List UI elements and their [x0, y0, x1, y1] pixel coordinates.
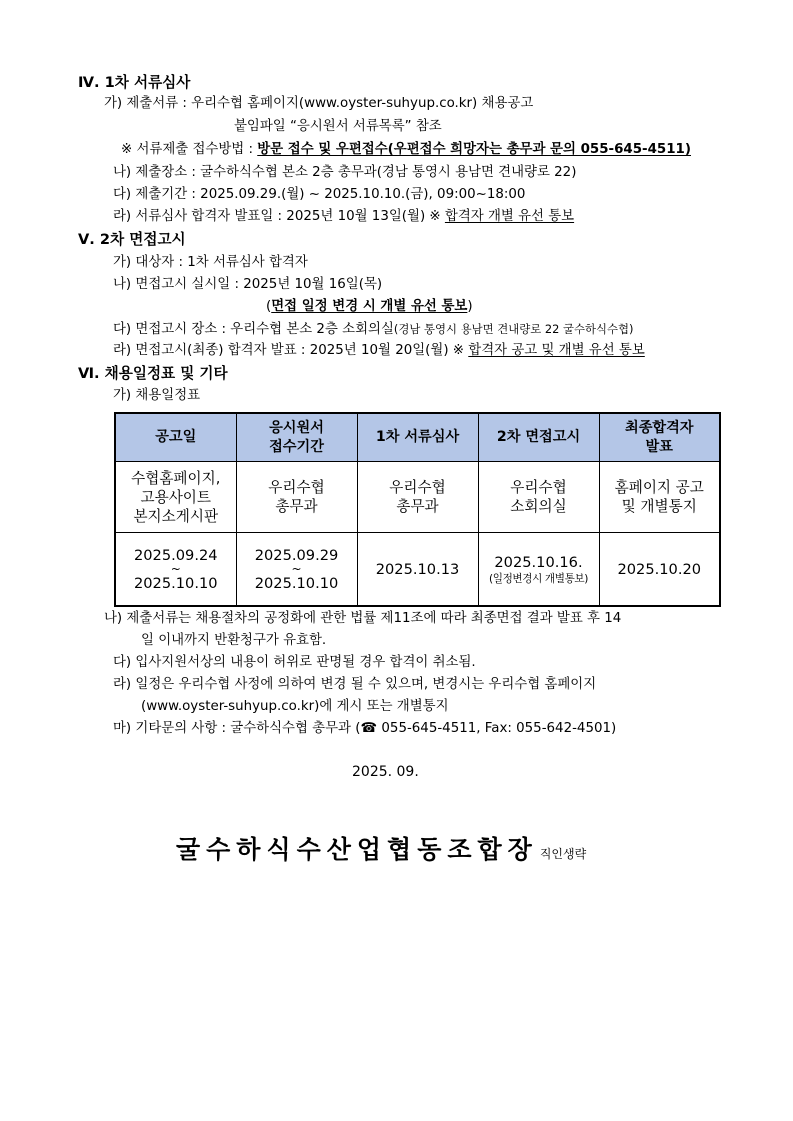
interview-date: 2025.10.16. — [494, 553, 583, 571]
section-5-item-a: 가) 대상자 : 1차 서류심사 합격자 — [113, 255, 308, 270]
section-4-item-d-prefix: 라) 서류심사 합격자 발표일 : 2025년 10월 13일(월) ※ — [113, 209, 445, 224]
section-5-item-c-prefix: 다) 면접고시 장소 : 우리수협 본소 2층 소회의실 — [113, 322, 394, 337]
cell-application-dates — [236, 533, 357, 607]
section-5-item-d-underline: 합격자 공고 및 개별 유선 통보 — [468, 343, 645, 358]
announce-end-date: 2025.10.10 — [133, 574, 218, 592]
signature-name: 굴수하식수산업협동조합장 — [176, 835, 538, 864]
header-document-review: 1차 서류심사 — [357, 413, 478, 462]
header-interview: 2차 면접고시 — [478, 413, 599, 462]
header-announce-date: 공고일 — [115, 413, 236, 462]
section-6-heading: Ⅵ. 채용일정표 및 기타 — [78, 365, 228, 382]
header-application-period-label: 응시원서 접수기간 — [269, 419, 324, 455]
section-4-heading: Ⅳ. 1차 서류심사 — [78, 74, 191, 91]
section-5-item-d-prefix: 라) 면접고시(최종) 합격자 발표 : 2025년 10월 20일(월) ※ — [113, 343, 469, 358]
announce-start-date: 2025.09.24 — [133, 546, 218, 564]
schedule-header-row — [115, 413, 720, 462]
cell-final-location: 홈페이지 공고 및 개별통지 — [599, 462, 720, 533]
section-4-note — [121, 140, 691, 160]
section-5-item-c — [113, 319, 633, 340]
header-final-announcement — [599, 413, 720, 462]
section-6-item-c: 다) 입사지원서상의 내용이 허위로 판명될 경우 합격이 취소됨. — [113, 655, 476, 670]
section-6-item-d: 라) 일정은 우리수협 사정에 의하여 변경 될 수 있으며, 변경시는 우리수협 홈페이지 — [113, 677, 597, 692]
section-5-item-c-small: (경남 통영시 용남면 견내량로 22 굴수하식수협) — [393, 322, 634, 336]
section-6-item-a: 가) 채용일정표 — [113, 388, 201, 403]
application-tilde: ~ — [291, 561, 302, 576]
schedule-table — [114, 412, 721, 607]
section-4-item-d-underline: 합격자 개별 유선 통보 — [444, 209, 575, 224]
section-5-note-open: ( — [266, 299, 272, 314]
section-6-item-b: 나) 제출서류는 채용절차의 공정화에 관한 법률 제11조에 따라 최종면접 결과 발표 후 14 — [104, 611, 622, 626]
section-5-note-bold: 면접 일정 변경 시 개별 유선 통보 — [271, 299, 468, 314]
section-6-item-d-cont: (www.oyster-suhyup.co.kr)에 게시 또는 개별통지 — [141, 699, 449, 714]
section-4-item-a: 가) 제출서류 : 우리수협 홈페이지(www.oyster-suhyup.co.kr) 채용공고 — [104, 96, 534, 111]
section-4-item-c: 다) 제출기간 : 2025.09.29.(월) ~ 2025.10.10.(금), 09:00~18:00 — [113, 187, 526, 202]
application-end-date: 2025.10.10 — [254, 574, 339, 592]
cell-final-date: 2025.10.20 — [599, 533, 720, 607]
section-5-note-close: ) — [467, 299, 473, 314]
header-application-period — [236, 413, 357, 462]
section-4-item-d — [113, 207, 574, 227]
section-5-item-d — [113, 341, 645, 361]
signature-seal-omitted: 직인생략 — [539, 847, 587, 861]
section-5-item-b: 나) 면접고시 실시일 : 2025년 10월 16일(목) — [113, 277, 383, 292]
cell-interview-date — [478, 533, 599, 607]
cell-application-location: 우리수협 총무과 — [236, 462, 357, 533]
section-4-note-bold: 방문 접수 및 우편접수(우편접수 희망자는 총무과 문의 055-645-4511) — [257, 142, 691, 157]
section-6-item-e: 마) 기타문의 사항 : 굴수하식수협 총무과 (☎ 055-645-4511, Fax: 055-642-4501) — [113, 721, 617, 736]
section-4-note-prefix: ※ 서류제출 접수방법 : — [121, 142, 258, 157]
cell-review-location: 우리수협 총무과 — [357, 462, 478, 533]
cell-interview-location: 우리수협 소회의실 — [478, 462, 599, 533]
section-4-item-a-cont: 붙임파일 “응시원서 서류목록” 참조 — [234, 119, 442, 134]
header-final-announcement-label: 최종합격자 발표 — [624, 419, 694, 455]
schedule-location-row — [115, 462, 720, 533]
section-5-heading: Ⅴ. 2차 면접고시 — [78, 231, 186, 248]
application-start-date: 2025.09.29 — [254, 546, 339, 564]
section-6-item-b-cont: 일 이내까지 반환청구가 유효함. — [141, 633, 327, 648]
schedule-date-row — [115, 533, 720, 607]
announce-tilde: ~ — [170, 561, 181, 576]
cell-announce-location: 수협홈페이지, 고용사이트 본지소게시판 — [115, 462, 236, 533]
interview-date-note: (일정변경시 개별통보) — [489, 572, 588, 585]
cell-review-date: 2025.10.13 — [357, 533, 478, 607]
document-date: 2025. 09. — [352, 764, 419, 780]
signature — [176, 830, 586, 866]
cell-announce-dates — [115, 533, 236, 607]
section-5-item-b-note — [266, 297, 473, 317]
section-4-item-b: 나) 제출장소 : 굴수하식수협 본소 2층 총무과(경남 통영시 용남면 견내량로 22) — [113, 165, 577, 180]
